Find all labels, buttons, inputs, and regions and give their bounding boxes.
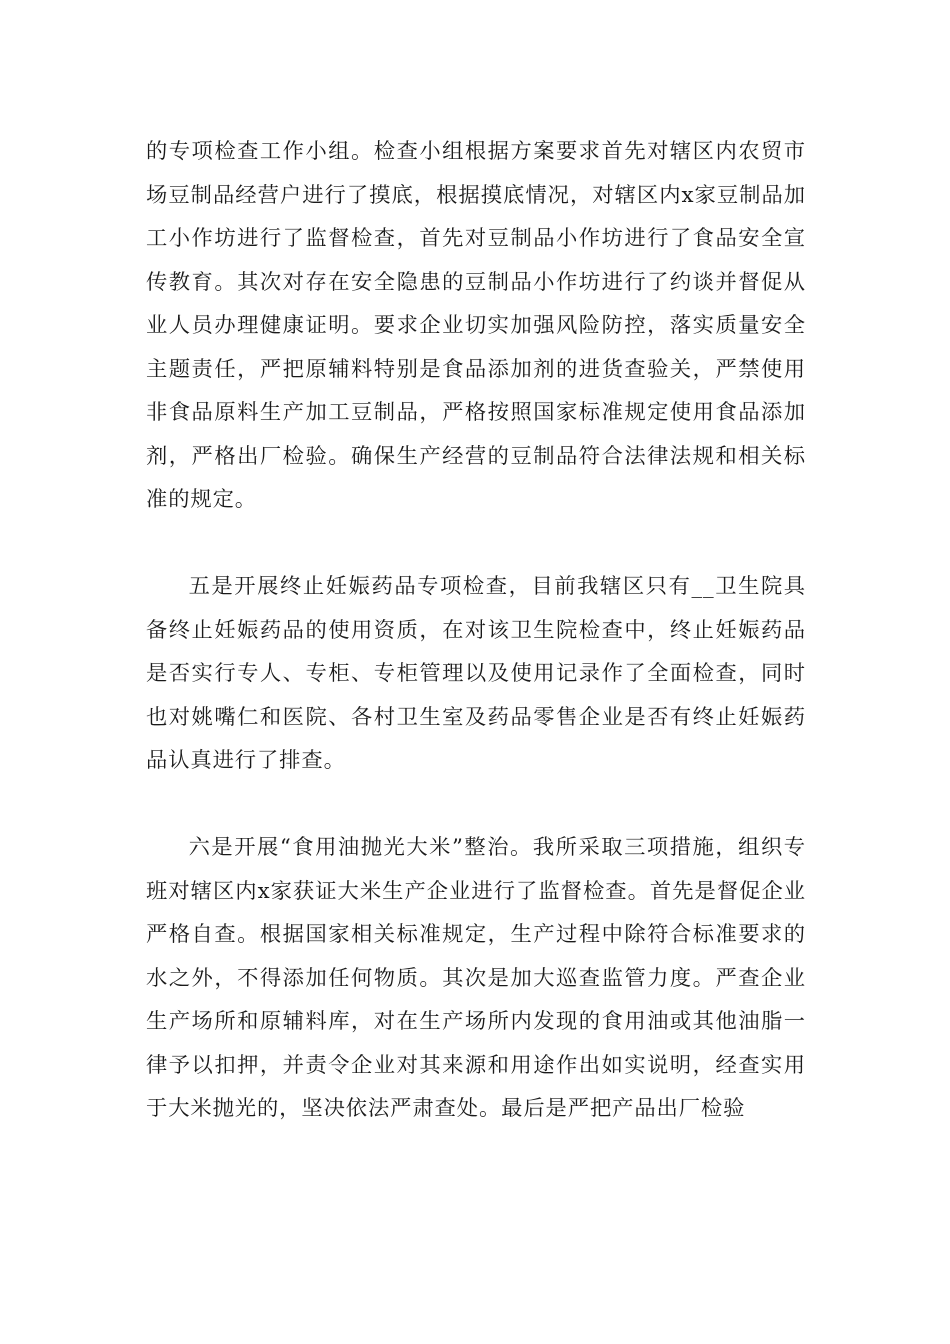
paragraph-item-five: 五是开展终止妊娠药品专项检查，目前我辖区只有__卫生院具备终止妊娠药品的使用资质，在对该卫生院检查中，终止妊娠药品是否实行专人、专柜、专柜管理以及使用记录作了全面检查，同时也对姚嘴仁和医院、各村卫生室及药品零售企业是否有终止妊娠药品认真进行了排查。: [146, 574, 806, 773]
paragraph-continuation: 的专项检查工作小组。检查小组根据方案要求首先对辖区内农贸市场豆制品经营户进行了摸底，根据摸底情况，对辖区内x家豆制品加工小作坊进行了监督检查，首先对豆制品小作坊进行了食品安全宣传教育。其次对存在安全隐患的豆制品小作坊进行了约谈并督促从业人员办理健康证明。要求企业切实加强风险防控，落实质量安全主题责任，严把原辅料特别是食品添加剂的进货查验关，严禁使用非食品原料生产加工豆制品，严格按照国家标准规定使用食品添加剂，严格出厂检验。确保生产经营的豆制品符合法律法规和相关标准的规定。: [146, 139, 806, 512]
paragraph-item-six: 六是开展“食用油抛光大米”整治。我所采取三项措施，组织专班对辖区内x家获证大米生产企业进行了监督检查。首先是督促企业严格自查。根据国家相关标准规定，生产过程中除符合标准要求的水之外，不得添加任何物质。其次是加大巡查监管力度。严查企业生产场所和原辅料库，对在生产场所内发现的食用油或其他油脂一律予以扣押，并责令企业对其来源和用途作出如实说明，经查实用于大米抛光的，坚决依法严肃查处。最后是严把产品出厂检验: [146, 835, 806, 1121]
document-body: [146, 130, 806, 1131]
